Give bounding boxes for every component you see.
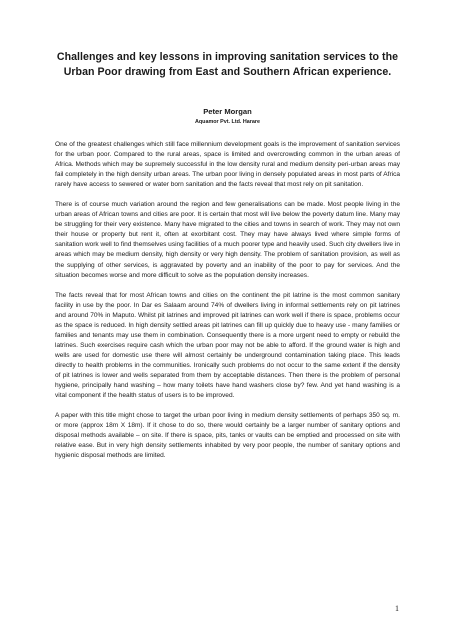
author-name: Peter Morgan: [203, 107, 252, 116]
paragraph-2: There is of course much variation around the region and few generalisations can be made. Most people living in the urban areas of African towns and cities are poor. It is certain that most will live below the poverty datum line. Many may be struggling for their very existence. Many have migrated to the cities and towns in search of work. They may not own their house or property but rent it, often at exorbitant cost. They may have always lived where simple forms of sanitation work well to find themselves using facilities of a much poorer type and heavily used. Such city dwellers live in areas which may be medium density, high density or very high density. The problem of sanitation provision, as well as the supplying of other services, is aggravated by poverty and an inability of the poor to pay for services. And the situation becomes worse and more difficult to solve as the population density increases.: [55, 201, 400, 279]
document-title: Challenges and key lessons in improving sanitation services to the Urban Poor drawing from East and Southern African experience.: [56, 51, 399, 78]
paragraph-4: A paper with this title might chose to target the urban poor living in medium density settlements of perhaps 350 sq. m. or more (approx 18m X 18m). If it chose to do so, there would certainly be a larger number of sanitary options and disposal methods available – on site. If there is space, pits, tanks or vaults can be emptied and processed on site with relative ease. But in very high density settlements inhabited by very poor people, the number of sanitary options and hygienic disposal methods are limited.: [55, 412, 400, 460]
page-number: 1: [395, 604, 399, 613]
author-affiliation: Aquamor Pvt. Ltd. Harare: [194, 119, 260, 125]
document-body: [55, 140, 400, 471]
paragraph-3: The facts reveal that for most African towns and cities on the continent the pit latrine is the most common sanitary facility in use by the poor. In Dar es Salaam around 74% of dwellers living in informal settlements rely on pit latrines and around 70% in Maputo. Whilst pit latrines and improved pit latrines can work well if there is space, problems occur as the space is reduced. In high density settled areas pit latrines can fill up quickly due to heavy use - many families or families and tenants may use them in combination. Consequently there is a more urgent need to empty or rebuild the latrines. Such exercises require cash which the urban poor may not be able to afford. If the ground water is high and wells are used for domestic use there will almost certainly be underground contamination taking place. This leads directly to health problems in the communities. Ironically such problems do not occur to the same extent if the density of pit latrines is lower and wells separated from them by acceptable distances. Then there is the problem of personal hygiene, principally hand washing – how many toilets have hand washers close by? few. And yet hand washing is a vital component if the health status of users is to be improved.: [55, 291, 400, 400]
paragraph-1: One of the greatest challenges which still face millennium development goals is the improvement of sanitation services for the urban poor. Compared to the rural areas, space is limited and overcrowding common in the urban areas of Africa. Methods which may be supremely successful in the low density rural and medium density peri-urban areas may fail completely in the high density urban areas. The urban poor living in densely populated areas in most parts of Africa rarely have access to sewered or water born sanitation and the facts reveal that most rely on pit sanitation.: [55, 141, 400, 189]
